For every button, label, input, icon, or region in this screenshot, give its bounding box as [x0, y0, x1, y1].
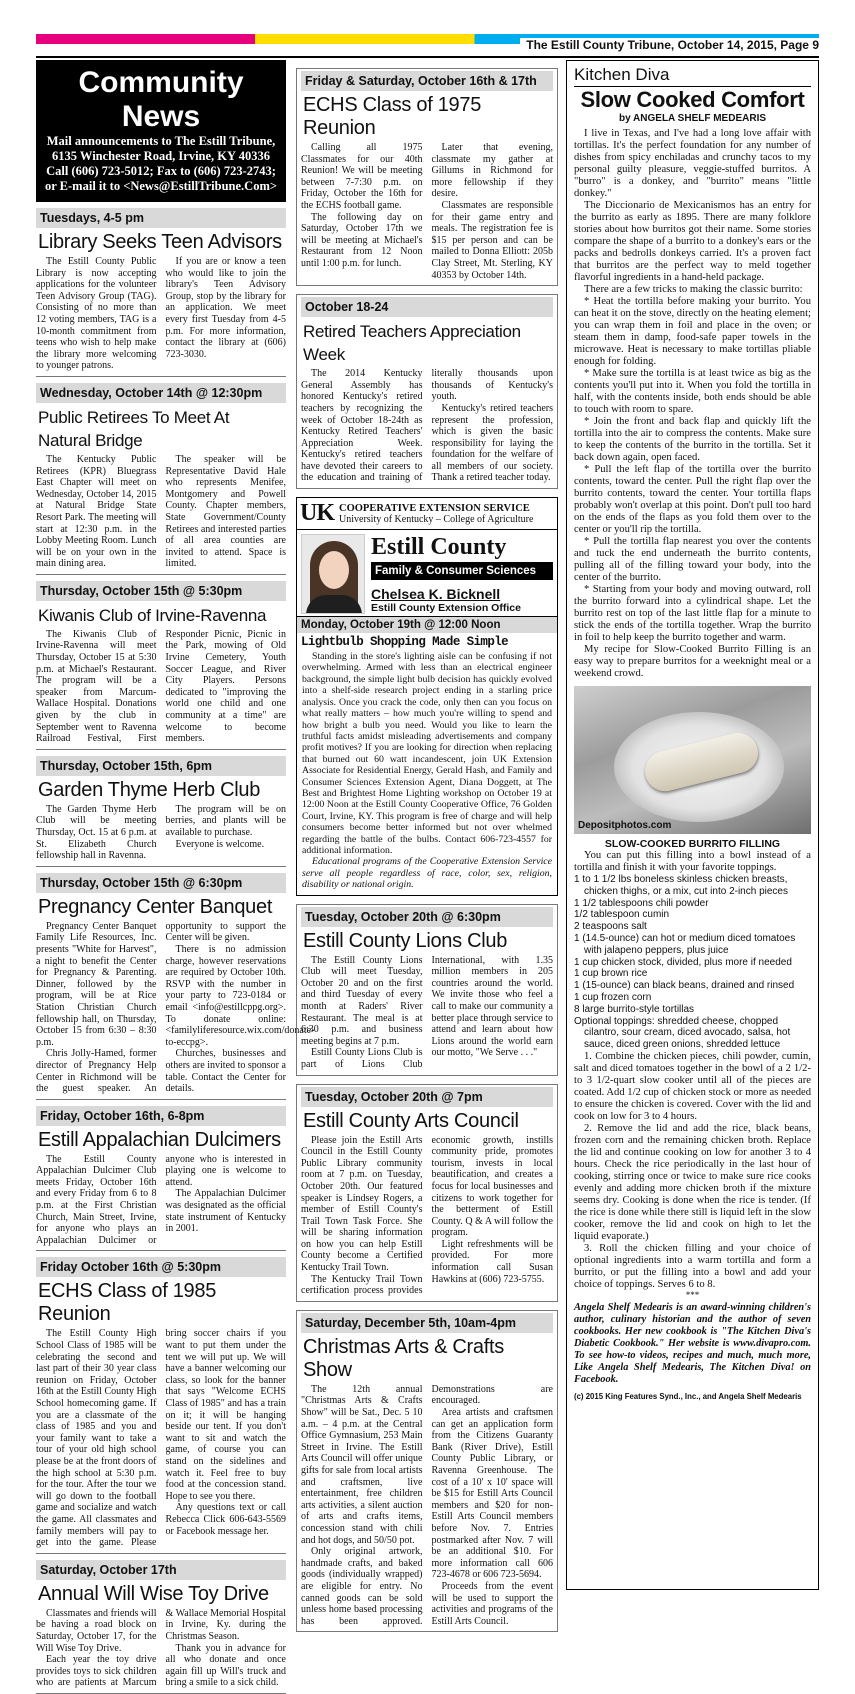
story-body	[301, 368, 553, 484]
article-paragraph: There are a few tricks to making the classic burrito:	[584, 284, 803, 295]
extension-header	[297, 498, 557, 530]
article-paragraph: * Make sure the tortilla is at least twice as big as the contents you'll put into it. When you fold the tortilla in half, with the contents inside, both ends should be able to touch with room to spare.	[574, 368, 811, 415]
copyright: (c) 2015 King Features Synd., Inc., and Angela Shelf Medearis	[574, 1391, 802, 1401]
ingredient-item: Optional toppings: shredded cheese, chopped cilantro, sour cream, diced avocado, salsa, hot sauce, diced green onions, shredded lettuce	[574, 1015, 791, 1051]
article-paragraph: * Starting from your body and moving outward, roll the burrito forward into a cylindrical shape. Let the burrito rest on top of the last little flap for a minute to stick the ends of the tortilla together. Wrap the burrito in foil to help keep the burrito together and warm.	[574, 584, 811, 643]
extension-office-box	[296, 497, 558, 896]
article-paragraph: * Join the front and back flap and quickly lift the tortilla into the air to compress the contents. Make sure to keep the contents of the burrito in the tortilla. Set it back down again, open faced.	[574, 416, 811, 463]
story-date: Tuesdays, 4-5 pm	[36, 208, 286, 228]
story-body	[36, 1154, 286, 1247]
column-1	[36, 60, 315, 1694]
uk-logo: UK	[300, 500, 334, 527]
ingredient-item: 8 large burrito-style tortillas	[574, 1003, 695, 1015]
event-date: Monday, October 19th @ 12:00 Noon	[297, 616, 557, 633]
story-paragraph: The speaker will be Representative David Hale who represents Menifee, Montgomery and Powell County. Chapter members, State Government/County Retirees and interested parties of all area counties are invited to attend. Space is limited.	[165, 453, 286, 570]
story-paragraph: The Kentucky Public Retirees (KPR) Bluegrass East Chapter will meet on Wednesday, October 14, 2015 at Natural Bridge State Resort Park. The meeting will start at 12:30 p.m. in the Lobby Meeting Room. Lunch will be on your own in the main dining area.	[36, 453, 157, 570]
story-headline: Estill County Lions Club	[303, 929, 508, 952]
story-col1-3	[36, 756, 286, 867]
page-header: The Estill County Tribune, October 14, 2015, Page 9	[520, 38, 819, 52]
fcs-label: Family & Consumer Sciences	[371, 562, 553, 580]
story-headline: Estill Appalachian Dulcimers	[38, 1128, 281, 1151]
story-col2b-1	[296, 1084, 558, 1302]
story-paragraph: The 12th annual "Christmas Arts & Crafts Show" will be Sat., Dec. 5 10 a.m. – 4 p.m. at the Central Office Gymnasium, 253 Main Street in Irvine. The Estill Arts Council will offer unique gifts for sale from local artists and craftsmen, live entertainment, free children arts activities, a silent auction of arts and crafts items, concession stand with chili and hot dogs, and 50/50 pot.	[301, 1383, 423, 1546]
article-paragraph: The Diccionario de Mexicanismos has an entry for the burrito as early as 1895. There are many folklore stories about how burritos got their name. Some stories compare the shape of a burrito to a donkey's ears or the packs and bedrolls donkeys carried. It's a proven fact that burritos are the perfect way to meld together flavorful ingredients in a hand-held package.	[574, 200, 811, 283]
community-news-box	[36, 60, 286, 202]
story-col1-6	[36, 1257, 286, 1553]
story-col2a-0	[296, 68, 558, 286]
story-headline: Library Seeks Teen Advisors	[38, 231, 282, 253]
story-body	[301, 142, 553, 281]
column-3	[566, 60, 819, 1590]
story-body	[301, 955, 553, 1071]
story-paragraph: Please join the Estill Arts Council in the Estill County Public Library community room at 7 p.m. on Tuesday, October 20th. Our featured speaker is Lindsey Rogers, a member of Estill County's Trail Town Task Force. She will be sharing information on how you can help Estill County become a Certified Kentucky Trail Town.	[301, 1134, 423, 1274]
article-paragraph: * Pull the left flap of the tortilla over the burrito contents, toward the center. Pull the right flap over the burrito contents, toward the center. Your tortilla flaps probably won't overlap at this point. Don't pull too hard on the ends of the flaps as you fold them over to the center or you'll rip the tortilla.	[574, 464, 811, 535]
ingredient-item: 1 cup brown rice	[574, 968, 648, 980]
story-col1-0	[36, 208, 286, 377]
story-date: Thursday, October 15th, 6pm	[36, 756, 286, 776]
story-paragraph: Calling all 1975 Classmates for our 40th Reunion! We will be meeting between 7-7:30 p.m. on Friday, October the 16th for the ECHS football game.	[301, 142, 423, 211]
story-paragraph: Classmates are responsible for their game entry and meals. The registration fee is $15 per person and can be mailed to Donna Elliott: 205b Clay Street, Mt. Sterling, KY 40353 by October 14th.	[431, 199, 553, 281]
story-paragraph: Only original artwork, handmade crafts, and baked goods (individually wrapped) are eligible for entry. No canned goods can be sold unless home based processing has been approved. Demonstrations are encouraged.	[301, 1383, 553, 1627]
byline: by ANGELA SHELF MEDEARIS	[618, 113, 767, 124]
story-headline: ECHS Class of 1985 Reunion	[38, 1280, 217, 1326]
story-headline: Public Retirees To Meet At Natural Bridge	[38, 407, 230, 450]
story-date: Tuesday, October 20th @ 7pm	[301, 1087, 553, 1107]
story-paragraph: Light refreshments will be provided. For more information call Susan Hawkins at (606) 723-5755.	[431, 1238, 553, 1285]
story-paragraph: The Estill County High School Class of 1985 will be celebrating the second and last part of their 30 year class reunion on Friday, October 16th at the Estill County High School homecoming game. If you are a classmate of the class of 1985 and you and your family want to take a tour of your old high school please be at the front doors of the high school at 5:30 p.m. for the tour. After the tour we will go down to the football game and socialize and watch the game. All classmates and family members will pay to get into the game. Please bring soccer chairs if you want to put them under the tent we will put up. We will have a banner welcoming our class, so look for the banner that says "Welcome ECHS Class of 1985" and has a train on it; it will be hanging beside our tent. If you don't want to sit and watch the game, of course you can stand on the sidelines and watch it. Feel free to buy food at the concession stand. Hope to see you there.	[36, 1328, 286, 1549]
story-paragraph: Kentucky's retired teachers represent the profession, which is given the basic responsibility for laying the foundation for the welfare of all members of our society. Thank a retired teacher today.	[431, 402, 553, 484]
ingredient-item: 1 cup chicken stock, divided, plus more if needed	[574, 956, 792, 968]
author-bio: Angela Shelf Medearis is an award-winning children's author, culinary historian and the author of seven cookbooks. Her new cookbook is "The Kitchen Diva's Diabetic Cookbook." Her website is www.divapro.com. To see how-to videos, recipes and much, much more, Like Angela Shelf Medearis, The Kitchen Diva! on Facebook.	[574, 1301, 811, 1385]
story-headline: ECHS Class of 1975 Reunion	[303, 94, 482, 139]
ingredient-item: 1 to 1 1/2 lbs boneless skinless chicken breasts, chicken thighs, or a mix, cut into 2-inch pieces	[574, 874, 788, 897]
kitchen-diva-box	[566, 60, 819, 1590]
story-paragraph: Any questions text or call Rebecca Click 606-643-5569 or Facebook message her.	[165, 1502, 286, 1537]
story-headline: Christmas Arts & Crafts Show	[303, 1335, 504, 1381]
story-paragraph: The following day on Saturday, October 17th we will be meeting at Michael's Restaurant from 12 Noon until 1:00 p.m. for lunch.	[301, 211, 423, 269]
story-paragraph: Chris Jolly-Hamed, former director of Pregnancy Help Center in Richmond will be the guest speaker. An opportunity to support the Center will be given.	[36, 920, 286, 1095]
story-paragraph: Pregnancy Center Banquet Family Life Resources, Inc. presents "White for Harvest", a night to benefit the Center for Pregnancy & Parenting. Dinner, followed by the program, will be at Rice Station Christian Church fellowship hall, on Thursday, October 15 from 6:30 – 8:30 p.m.	[36, 920, 157, 1048]
separator-stars: ***	[685, 1289, 700, 1300]
recipe-step: 3. Roll the chicken filling and your choice of optional ingredients into a warm tortilla and form a burrito, or put the filling into a bowl and add your choice of toppings. Serves 6 to 8.	[574, 1242, 811, 1290]
story-headline: Garden Thyme Herb Club	[38, 778, 261, 801]
story-date: October 18-24	[301, 297, 553, 317]
recipe-step: 1. Combine the chicken pieces, chili powder, cumin, salt and diced tomatoes together in the bowl of a 2 1/2- to 3 1/2-quart slow cooker until all of the pieces are coated. Add 1/2 cup of chicken stock or more as needed to ensure the chicken is covered. Cover with the lid and cook on low for 3 to 4 hours.	[574, 1050, 811, 1122]
story-paragraph: The Appalachian Dulcimer was designated as the official state instrument of Kentucky in 2001.	[165, 1188, 286, 1235]
story-col1-1	[36, 383, 286, 575]
story-headline: Retired Teachers Appreciation Week	[303, 322, 521, 365]
article-paragraph: My recipe for Slow-Cooked Burrito Filling is an easy way to prepare burritos for a weeknight meal or a weekend crowd.	[574, 644, 811, 679]
story-paragraph: Estill County Lions Club is part of Lions Club International, with 1.35 million members in 205 countries around the world. We invite those who feel a call to make our community a better place through service to attend and learn about how Lions around the world earn our motto, "We Serve . . ."	[301, 954, 553, 1070]
ingredient-item: 1 cup frozen corn	[574, 991, 652, 1003]
story-paragraph: The Garden Thyme Herb Club will be meeting Thursday, Oct. 15 at 6 p.m. at St. Elizabeth Church fellowship hall in Ravenna.	[36, 803, 157, 862]
story-paragraph: The Kiwanis Club of Irvine-Ravenna will meet Thursday, October 15 at 5:30 p.m. at Michael's Restaurant. The program will be a speaker from Marcum-Wallace Hospital. Donations given by the club in September went to Ravenna Railroad Festival, First Responder Picnic, Picnic in the Park, mowing of Old Irvine Cemetery, Youth Soccer League, and River City Players. Persons dedicated to "improving the world one child and one community at a time" are welcome to become members.	[36, 628, 286, 745]
office-name: Estill County Extension Office	[371, 602, 521, 615]
story-date: Friday & Saturday, October 16th & 17th	[301, 71, 553, 91]
story-paragraph: Everyone is welcome.	[175, 838, 265, 850]
agent-photo	[301, 534, 365, 614]
story-col1-7	[36, 1560, 286, 1694]
community-news-info: Mail announcements to The Estill Tribune, 6135 Winchester Road, Irvine, KY 40336 Call (606) 723-5012; Fax to (606) 723-2743; or E-mail it to <News@EstillTribune.Com>	[44, 134, 277, 193]
story-date: Thursday, October 15th @ 5:30pm	[36, 581, 286, 601]
story-paragraph: Each year the toy drive provides toys to sick children who are patients at Marcum & Wallace Memorial Hospital in Irvine, Ky. during the Christmas Season.	[36, 1607, 286, 1689]
story-body	[36, 629, 286, 745]
ingredient-item: 1/2 tablespoon cumin	[574, 909, 670, 921]
community-news-title: Community News	[78, 66, 244, 133]
story-col1-2	[36, 581, 286, 750]
university-name: University of Kentucky – College of Agriculture	[339, 513, 534, 525]
extension-service-name: COOPERATIVE EXTENSION SERVICE	[339, 502, 530, 514]
story-col2a-1	[296, 294, 558, 489]
story-paragraph: If you are or know a teen who would like to join the library's Teen Advisory Group, stop by the library for an application. We meet every first Tuesday from 4-5 p.m. For more information, contact the library at (606) 723-3030.	[165, 256, 286, 360]
story-paragraph: Area artists and craftsmen can get an application form from the Citizens Guaranty Bank (River Drive), Estill County Public Library, or Ravenna Greenhouse. The cost of a 10' x 10' space will be $15 for Estill Arts Council members and $20 for non-Estill Arts Council members before Nov. 7. Entries postmarked after Nov. 7 will be an additional $10. For more information call 606 723-4678 or 606 723-5694.	[431, 1407, 553, 1581]
article-paragraph: I live in Texas, and I've had a long love affair with tortillas. It's the perfect foundation for any number of dishes from spicy enchiladas and crunchy tacos to my personal guilty pleasure, veggie-stuffed burritos. A "burro" is a donkey, and "burrito" means "little donkey."	[574, 128, 811, 199]
article-body	[574, 128, 811, 680]
article-title: Slow Cooked Comfort	[580, 87, 805, 112]
extension-county: Estill County	[371, 534, 507, 561]
burrito-photo	[574, 686, 811, 834]
ingredient-item: 2 teaspoons salt	[574, 921, 647, 933]
story-col2b-0	[296, 904, 558, 1076]
story-paragraph: The Estill County Public Library is now accepting applications for the volunteer Teen Advisory Group (TAG). Consisting of no more than 12 voting members, TAG is a 10-month commitment from teens who wish to help make the library more welcoming to younger patrons.	[36, 256, 157, 372]
story-headline: Annual Will Wise Toy Drive	[38, 1582, 269, 1605]
story-date: Saturday, December 5th, 10am-4pm	[301, 1313, 553, 1333]
story-body	[301, 1135, 553, 1297]
story-date: Wednesday, October 14th @ 12:30pm	[36, 383, 286, 403]
agent-name: Chelsea K. Bicknell	[371, 586, 501, 603]
story-headline: Pregnancy Center Banquet	[38, 895, 273, 918]
story-paragraph: The program will be on berries, and plants will be available to purchase.	[165, 803, 286, 838]
extension-disclaimer: Educational programs of the Cooperative Extension Service serve all people regardless of race, color, sex, religion, disability or national origin.	[302, 856, 552, 891]
story-date: Friday October 16th @ 5:30pm	[36, 1257, 286, 1277]
story-paragraph: The 2014 Kentucky General Assembly has honored Kentucky's retired teachers by recognizing the week of October 18-24th as Kentucky Retired Teachers' Appreciation Week. Kentucky's retired teachers have devoted their careers to the education and training of literally thousands upon thousands of Kentucky's youth.	[301, 368, 553, 484]
story-paragraph: The Estill County Lions Club will meet Tuesday, October 20 and on the first and third Tuesday of every month at Raders' River Restaurant. The meal is at 6:30 p.m. and business meeting begins at 7 p.m.	[301, 954, 423, 1047]
event-body: Standing in the store's lighting aisle can be confusing if not overwhelming. Armed with less than an electrical engineer background, the simple light bulb decision has quickly evolved into a shelf-side research project ending in a starling price analysis. Once you crack the code, only then can you focus on what really matters – how much you're willing to spend and how bright a bulb you need. Would you like to learn the truthful facts amidst misleading advertisements and company profit motives? If you are looking for direction when replacing that burned out 60 watt incandescent, join UK Extension Associate for Residential Energy, Gerald Hash, and Family and Consumer Sciences Extension Agent, Diana Doggett, at The Best and Brightest Home Lighting workshop on October 19 at 12:00 Noon at the Estill County Cooperative Office, 76 Golden Court, Irvine, KY. This program is free of charge and will help consumers become better informed but not over whelmed regarding the battle of the bulbs. Contact 606-723-4557 for additional information.	[302, 651, 552, 856]
ingredient-item: 1 (15-ounce) can black beans, drained and rinsed	[574, 980, 795, 992]
recipe-steps	[574, 1051, 811, 1291]
story-headline: Kiwanis Club of Irvine-Ravenna	[38, 605, 267, 625]
recipe-step: 2. Remove the lid and add the rice, black beans, frozen corn and the remaining chicken broth. Replace the lid and continue cooking on low for another 3 to 4 hours. Check the rice periodically in the last hour of cooking, stirring once or twice to make sure rice cooks evenly and adding more chicken broth if the mixture seems dry. Cooking is done when the rice is tender. (If the rice is done while there still is liquid left in the slow cooker, remove the lid and cook on high to let the liquid evaporate.)	[574, 1122, 811, 1242]
story-paragraph: There is no admission charge, however reservations are required by October 10th. RSVP with the number in your party to 723-0184 or email <info@estillcppg.org>. To donate online: <familyliferesource.wix.com/donate-to-eccpg>.	[165, 943, 315, 1048]
story-body	[301, 1384, 553, 1627]
story-body	[36, 804, 286, 862]
story-col2b-2	[296, 1310, 558, 1632]
recipe-title: SLOW-COOKED BURRITO FILLING	[604, 838, 781, 850]
story-paragraph: The Estill County Appalachian Dulcimer Club meets Friday, October 16th and every Friday from 6 to 8 p.m. at the First Christian Church, Main Street, Irvine, for anyone who plays an Appalachian Dulcimer or anyone who is interested in playing one is welcome to attend.	[36, 1153, 286, 1246]
story-col1-4	[36, 873, 315, 1100]
story-paragraph: Thank you in advance for all who donate and once again fill up Will's truck and bring a smile to a sick child.	[165, 1642, 286, 1689]
story-body	[36, 920, 315, 1095]
story-body	[36, 256, 286, 372]
column-kicker: Kitchen Diva	[574, 64, 811, 87]
story-date: Friday, October 16th, 6-8pm	[36, 1106, 286, 1126]
story-headline: Estill County Arts Council	[303, 1109, 519, 1132]
story-date: Thursday, October 15th @ 6:30pm	[36, 873, 286, 893]
ingredient-item: 1 1/2 tablespoons chili powder	[574, 897, 709, 909]
story-date: Tuesday, October 20th @ 6:30pm	[301, 907, 553, 927]
story-paragraph: Later that evening, classmate my gather at Gillums in Richmond for more fellowship if they desire.	[431, 142, 553, 200]
story-date: Saturday, October 17th	[36, 1560, 286, 1580]
story-paragraph: Proceeds from the event will be used to support the activities and programs of the Estill Arts Council.	[431, 1580, 553, 1627]
column-2	[296, 60, 558, 1632]
story-body	[36, 1328, 286, 1548]
story-paragraph: The Kentucky Trail Town certification process provides economic growth, instills community pride, promotes tourism, invests in local beautification, and creates a focus for local businesses and citizens to work together for the betterment of Estill County. Q & A will follow the program.	[301, 1134, 553, 1297]
recipe-intro: You can put this filling into a bowl instead of a tortilla and finish it with your favorite toppings.	[574, 850, 811, 873]
story-paragraph: Churches, businesses and others are invited to sponsor a table. Contact the Center for details.	[165, 1048, 286, 1095]
story-body	[36, 454, 286, 570]
photo-credit: Depositphotos.com	[578, 820, 672, 831]
story-paragraph: Classmates and friends will be having a road block on Saturday, October 17, for the Will Wise Toy Drive.	[36, 1607, 157, 1654]
article-paragraph: * Heat the tortilla before making your burrito. You can heat it on the stove, directly on the heating element; you can wrap them in foil and place in the oven; or steam them in damp, food-safe paper towels in the microwave. Heat is necessary to make tortillas pliable enough for folding.	[574, 296, 811, 367]
ingredient-list	[574, 874, 811, 1051]
article-paragraph: * Pull the tortilla flap nearest you over the contents and tuck the end underneath the burrito contents, pulling all of the filling toward your body, into the center of the burrito.	[574, 536, 811, 583]
ingredient-item: 1 (14.5-ounce) can hot or medium diced tomatoes with jalapeno peppers, plus juice	[574, 932, 796, 956]
story-col1-5	[36, 1106, 286, 1252]
event-title: Lightbulb Shopping Made Simple	[301, 635, 509, 650]
